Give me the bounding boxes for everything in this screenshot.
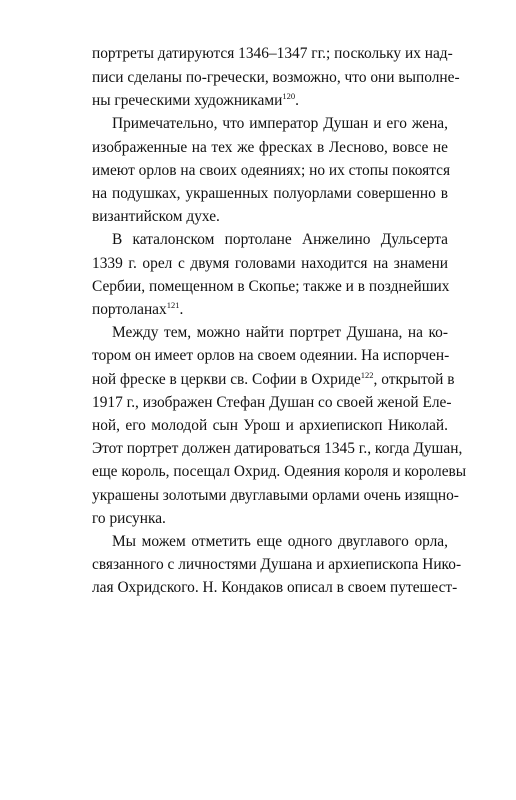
text-line: 1917 г., изображен Стефан Душан со своей женой Еле- <box>92 394 452 411</box>
text-line: писи сделаны по-гречески, возможно, что они выполне- <box>92 69 460 86</box>
text-line: ны греческими художниками$^{120}$. <box>92 90 299 109</box>
text-line: византийском духе. <box>92 208 220 225</box>
text-line: имеют орлов на своих одеяниях; но их стопы покоятся <box>92 162 451 179</box>
footnote-ref: 122 <box>360 369 374 380</box>
text-line: портреты датируются 1346–1347 гг.; поскольку их над- <box>92 45 453 62</box>
text-line: лая Охридского. Н. Кондаков описал в своем путешест- <box>92 579 458 596</box>
text-fragment: ной фреске в церкви св. Софии в Охриде <box>92 371 361 388</box>
text-fragment: , открытой в <box>373 371 455 388</box>
text-line: 1339 г. орел с двумя головами находится на знамени <box>92 255 448 272</box>
text-line: на подушках, украшенных полуорлами совершенно в <box>92 185 448 202</box>
text-line: Примечательно, что император Душан и его жена, <box>112 115 448 132</box>
text-line: тором он имеет орлов на своем одеянии. На испорчен- <box>92 347 450 364</box>
text-line: Сербии, помещенном в Скопье; также и в позднейших <box>92 278 450 295</box>
text-line <box>92 369 455 388</box>
text-line: еще король, посещал Охрид. Одеяния короля и королевы <box>92 463 467 480</box>
text-line: Мы можем отметить еще одного двуглавого орла, <box>112 533 448 550</box>
text-line: го рисунка. <box>92 510 166 527</box>
text-line: изображенные на тех же фресках в Лесново, вовсе не <box>92 139 448 156</box>
text-line: Этот портрет должен датироваться 1345 г., когда Душан, <box>92 440 463 457</box>
text-line: Между тем, можно найти портрет Душана, на ко- <box>112 324 448 341</box>
text-line: В каталонском портолане Анжелино Дульсерта <box>112 231 448 248</box>
text-line: связанного с личностями Душана и архиепископа Нико- <box>92 556 462 573</box>
footnote-ref: 121 <box>166 299 180 310</box>
text-fragment: портоланах <box>92 301 167 318</box>
text-line: украшены золотыми двуглавыми орлами очень изящно- <box>92 487 459 504</box>
footnote-ref: 120 <box>282 90 296 101</box>
text-line: ной, его молодой сын Урош и архиепископ Николай. <box>92 417 448 434</box>
text-fragment: ны греческими художниками <box>92 92 283 109</box>
text-line: портоланах$^{121}$. <box>92 299 184 318</box>
